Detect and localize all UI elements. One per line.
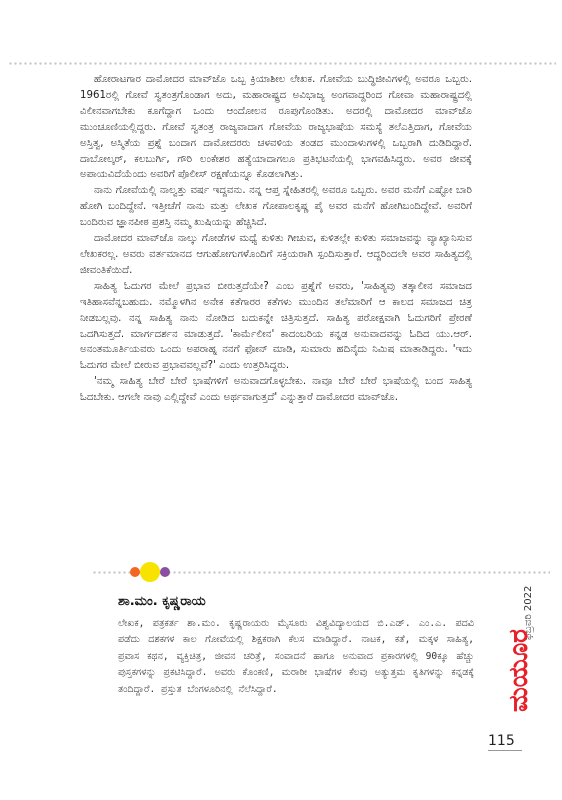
yellow-dot-ornament [140,562,160,582]
issue-date: ಫೆಬ್ರವರಿ 2022 [523,585,534,640]
article-paragraph: ದಾಮೋದರ ಮಾವ್‌ಜೊ ನಾಲ್ಕು ಗೋಡೆಗಳ ಮಧ್ಯೆ ಕುಳಿತು ಗೀಚುವ, ಕುಳಿತಲ್ಲೇ ಕುಳಿತು ಸಮಾಜವನ್ನು ವ್ಯಾಖ್ಯಾನಿಸುವ ಲೇಖಕರಲ್ಲ. ಅವರು ವರ್ತಮಾನದ ಆಗುಹೋಗುಗಳೊಂದಿಗೆ ಸಕ್ರಿಯರಾಗಿ ಸ್ಪಂದಿಸುತ್ತಾರೆ. ಆದ್ದರಿಂದಲೇ ಅವರ ಸಾಹಿತ್ಯದಲ್ಲಿ ಜೀವಂತಿಕೆಯಿದೆ. [80,233,472,276]
article-paragraph: ನಾನು ಗೋವೆಯಲ್ಲಿ ನಾಲ್ವತ್ತು ವರ್ಷ ಇದ್ದವನು. ನನ್ನ ಆಪ್ತ ಸ್ನೇಹಿತರಲ್ಲಿ ಅವರೂ ಒಬ್ಬರು. ಅವರ ಮನೆಗೆ ಎಷ್ಟೋ ಬಾರಿ ಹೋಗಿ ಬಂದಿದ್ದೇನೆ. ಇತ್ತೀಚೆಗೆ ನಾನು ಮತ್ತು ಲೇಖಕ ಗೋಪಾಲಕೃಷ್ಣ ಪೈ ಅವರ ಮನೆಗೆ ಹೋಗಿಬಂದಿದ್ದೇವೆ. ಅವರಿಗೆ ಬಂದಿರುವ ಜ್ಞಾನಪೀಠ ಪ್ರಶಸ್ತಿ ನಮ್ಮ ಖುಷಿಯನ್ನು ಹೆಚ್ಚಿಸಿದೆ. [80,185,472,229]
article-paragraph: ಸಾಹಿತ್ಯ ಓದುಗರ ಮೇಲೆ ಪ್ರಭಾವ ಬೀರುತ್ತದೆಯೇ? ಎಂಬ ಪ್ರಶ್ನೆಗೆ ಅವರು, 'ಸಾಹಿತ್ಯವು ತತ್ಕಾಲೀನ ಸಮಾಜದ ಇತಿಹಾಸವೆನ್ನಬಹುದು. ನಮ್ಮೊಳಗಿನ ಅನೇಕ ಕತೆಗಾರರ ಕತೆಗಳು ಮುಂದಿನ ತಲೆಮಾರಿಗೆ ಆ ಕಾಲದ ಸಮಾಜದ ಚಿತ್ರ ನೀಡಬಲ್ಲವು. ನನ್ನ ಸಾಹಿತ್ಯ ನಾನು ನೋಡಿದ ಬದುಕನ್ನೇ ಚಿತ್ರಿಸುತ್ತದೆ. ಸಾಹಿತ್ಯ ಪರೋಕ್ಷವಾಗಿ ಓದುಗರಿಗೆ ಪ್ರೇರಣೆ ಒದಗಿಸುತ್ತದೆ. ಮಾರ್ಗದರ್ಶನ ಮಾಡುತ್ತದೆ. 'ಕಾರ್ಮೆಲೀನ' ಕಾದಂಬರಿಯ ಕನ್ನಡ ಅನುವಾದವನ್ನು ಓದಿದ ಯು.ಆರ್. ಅನಂತಮೂರ್ತಿಯವರು ಒಂದು ಅಪರಾಹ್ನ ನನಗೆ ಫೋನ್ ಮಾಡಿ, ಸುಮಾರು ಹದಿನೈದು ನಿಮಿಷ ಮಾತಾಡಿದ್ದರು. 'ಇದು ಓದುಗರ ಮೇಲೆ ಬೀರುವ ಪ್ರಭಾವವಲ್ಲವೆ?' ಎಂದು ಉತ್ತರಿಸಿದ್ದರು. [80,280,472,372]
author-bio: ಲೇಖಕ, ಪತ್ರಕರ್ತ ಶಾ.ಮಂ. ಕೃಷ್ಣರಾಯರು ಮೈಸೂರು ವಿಶ್ವವಿದ್ಯಾಲಯದ ಬಿ.ಎಡ್. ಎಂ.ಎ. ಪದವಿ ಪಡೆದು ದಶಕಗಳ ಕಾಲ ಗೋವೆಯಲ್ಲಿ ಶಿಕ್ಷಕರಾಗಿ ಕೆಲಸ ಮಾಡಿದ್ದಾರೆ. ನಾಟಕ, ಕತೆ, ಮಕ್ಕಳ ಸಾಹಿತ್ಯ, ಪ್ರವಾಸ ಕಥನ, ವ್ಯಕ್ತಿಚಿತ್ರ, ಜೀವನ ಚರಿತ್ರೆ, ಸಂವಾದನೆ ಹಾಗೂ ಅನುವಾದ ಪ್ರಕಾರಗಳಲ್ಲಿ 90ಕ್ಕೂ ಹೆಚ್ಚು ಪುಸ್ತಕಗಳನ್ನು ಪ್ರಕಟಿಸಿದ್ದಾರೆ. ಅವರು ಕೊಂಕಣಿ, ಮರಾಠೀ ಭಾಷೆಗಳ ಕೆಲವು ಅತ್ಯುತ್ತಮ ಕೃತಿಗಳನ್ನು ಕನ್ನಡಕ್ಕೆ ತಂದಿದ್ದಾರೆ. ಪ್ರಸ್ತುತ ಬೆಂಗಳೂರಿನಲ್ಲಿ ನೆಲೆಸಿದ್ದಾರೆ. [118,618,474,695]
article-paragraph: 'ನಮ್ಮ ಸಾಹಿತ್ಯ ಬೇರೆ ಬೇರೆ ಭಾಷೆಗಳಿಗೆ ಅನುವಾದಗೊಳ್ಳಬೇಕು. ನಾವೂ ಬೇರೆ ಬೇರೆ ಭಾಷೆಯಲ್ಲಿ ಬಂದ ಸಾಹಿತ್ಯ ಓದಬೇಕು. ಆಗಲೇ ನಾವು ಎಲ್ಲಿದ್ದೇವೆ ಎಂದು ಅರ್ಥವಾಗುತ್ತದೆ' ಎನ್ನುತ್ತಾರೆ ದಾಮೋದರ ಮಾವ್‌ಜೊ. [80,376,472,404]
page-number-underline [488,750,522,751]
article-body [80,72,472,406]
author-name: ಶಾ.ಮಂ. ಕೃಷ್ಣರಾಯ [118,594,206,609]
magazine-name: ಮಯೂರ [504,629,534,712]
article-paragraph: ಹೋರಾಟಗಾರ ದಾಮೋದರ ಮಾವ್‌ಜೊ ಒಬ್ಬ ಕ್ರಿಯಾಶೀಲ ಲೇಖಕ. ಗೋವೆಯ ಬುದ್ಧಿಜೀವಿಗಳಲ್ಲಿ ಅವರೂ ಒಬ್ಬರು. 1961ರಲ್ಲಿ ಗೋವೆ ಸ್ವತಂತ್ರಗೊಂಡಾಗ ಅದು, ಮಹಾರಾಷ್ಟ್ರದ ಅವಿಭಾಜ್ಯ ಅಂಗವಾದ್ದರಿಂದ ಗೋವಾ ಮಹಾರಾಷ್ಟ್ರದಲ್ಲಿ ವಿಲೀನವಾಗಬೇಕು ಕೂಗೆದ್ದಾಗ ಒಂದು ಆಂದೋಲನ ರೂಪುಗೊಂಡಿತು. ಅದರಲ್ಲಿ ದಾಮೋದರ ಮಾವ್‌ಜೊ ಮುಂಚೂಣಿಯಲ್ಲಿದ್ದರು. ಗೋವೆ ಸ್ವತಂತ್ರ ರಾಜ್ಯವಾದಾಗ ಗೋವೆಯ ರಾಜ್ಯಭಾಷೆಯ ಸಮಸ್ಯೆ ತಲೆಎತ್ತಿದಾಗ, ಗೋವೆಯ ಅಸ್ತಿತ್ವ, ಅಸ್ಮಿತೆಯ ಪ್ರಶ್ನೆ ಬಂದಾಗ ದಾಮೋದರರು ಚಳವಳಿಯ ತಂಡದ ಮುಂದಾಳುಗಳಲ್ಲಿ ಒಬ್ಬರಾಗಿ ದುಡಿದಿದ್ದಾರೆ. ದಾಬೋಲ್ಕರ್, ಕಲಬುರ್ಗಿ, ಗೌರಿ ಲಂಕೇಶರ ಹತ್ಯೆಯಾದಾಗಲೂ ಪ್ರತಿಭಟನೆಯಲ್ಲಿ ಭಾಗವಹಿಸಿದ್ದರು. ಅವರ ಜೀವಕ್ಕೆ ಅಪಾಯವಿದೆಯೆಂದು ಅವರಿಗೆ ಪೊಲೀಸ್ ರಕ್ಷಣೆಯನ್ನೂ ಕೊಡಲಾಗಿತ್ತು. [80,74,472,181]
purple-dot-ornament [160,567,170,577]
top-dotted-divider [8,62,556,65]
page-number: 115 [488,733,515,749]
orange-dot-ornament [130,567,140,577]
